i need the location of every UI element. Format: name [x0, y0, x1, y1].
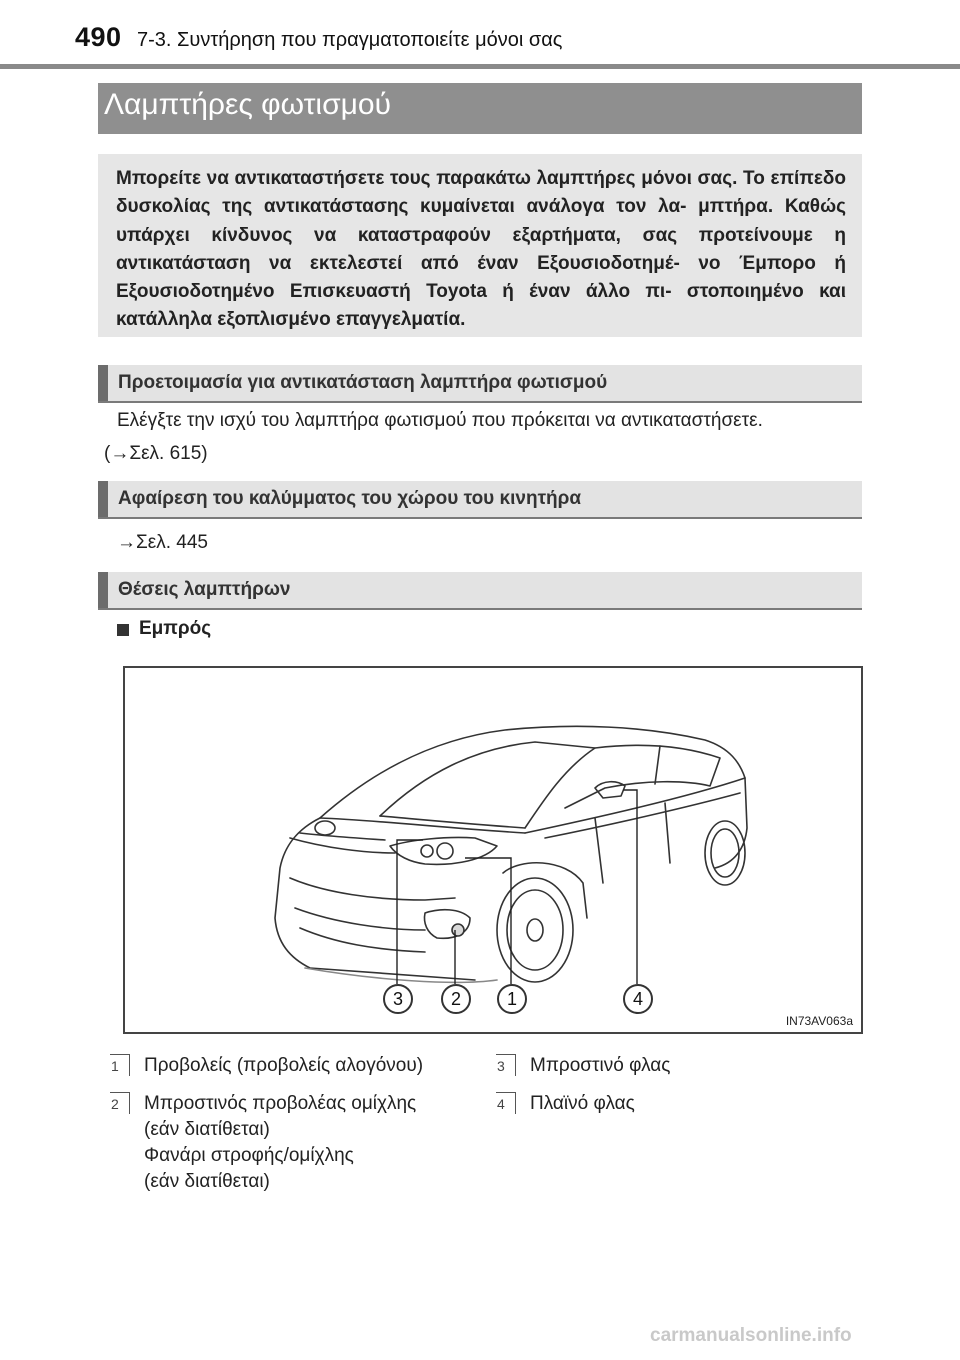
intro-text: Μπορείτε να αντικαταστήσετε τους παρακάτω λαμπτήρες μόνοι σας. Το επίπεδο δυσκολίας της αντικατάστασης κυμαίνεται ανάλογα τον λα- μπτήρα. Καθώς υπάρχει κίνδυνος να καταστραφούν εξαρτήματα, σας προτείνουμε η αντικατάσταση να εκτελεστεί από έναν Εξουσιοδοτημέ- νο Έμπορο ή Εξουσιοδοτημένο Επισκευαστή Toyota ή έναν άλλο πι- στοποιημένο και κατάλληλα εξοπλισμένο επαγγελματία.	[116, 168, 846, 331]
section-marker	[98, 481, 108, 517]
legend-text: Προβολείς (προβολείς αλογόνου)	[144, 1055, 424, 1076]
section-heading-bulb-positions	[98, 572, 862, 610]
page-number: 490	[75, 22, 122, 52]
prep-page-reference[interactable]: (→Σελ. 615)	[104, 443, 208, 464]
prep-body-line1: Ελέγξτε την ισχύ του λαμπτήρα φωτισμού που πρόκειται να αντικαταστήσετε.	[117, 410, 763, 431]
page-title: Λαμπτήρες φωτισμού	[104, 88, 391, 121]
legend-number: 1	[110, 1054, 130, 1076]
legend-text: Μπροστινός προβολέας ομίχλης	[144, 1093, 417, 1114]
section-marker	[98, 572, 108, 608]
legend-text: Πλαϊνό φλας	[530, 1093, 635, 1114]
header-divider	[0, 64, 960, 69]
figure-id: IN73AV063a	[785, 1014, 853, 1028]
callout-1: 1	[497, 984, 527, 1014]
legend-number: 2	[110, 1092, 130, 1114]
legend-text: (εάν διατίθεται)	[144, 1119, 270, 1140]
chapter-title: 7-3. Συντήρηση που πραγματοποιείτε μόνοι σας	[137, 29, 563, 51]
section-heading-engine-cover	[98, 481, 862, 519]
section-heading-text: Αφαίρεση του καλύμματος του χώρου του κινητήρα	[118, 488, 582, 509]
legend-number: 3	[496, 1054, 516, 1076]
front-subheading: Εμπρός	[139, 618, 212, 639]
callout-2: 2	[441, 984, 471, 1014]
cover-page-reference[interactable]: →Σελ. 445	[117, 532, 208, 553]
callout-3: 3	[383, 984, 413, 1014]
legend-text: Μπροστινό φλας	[530, 1055, 671, 1076]
section-heading-text: Προετοιμασία για αντικατάσταση λαμπτήρα φωτισμού	[118, 372, 608, 393]
legend-number: 4	[496, 1092, 516, 1114]
watermark: carmanualsonline.info	[650, 1325, 852, 1346]
car-illustration	[125, 668, 861, 1032]
legend-text: (εάν διατίθεται)	[144, 1171, 270, 1192]
section-heading-text: Θέσεις λαμπτήρων	[118, 579, 291, 600]
section-heading-preparation	[98, 365, 862, 403]
callout-4: 4	[623, 984, 653, 1014]
legend-text: Φανάρι στροφής/ομίχλης	[144, 1145, 354, 1166]
section-marker	[98, 365, 108, 401]
car-front-figure	[123, 666, 863, 1034]
square-bullet-icon	[117, 624, 129, 636]
